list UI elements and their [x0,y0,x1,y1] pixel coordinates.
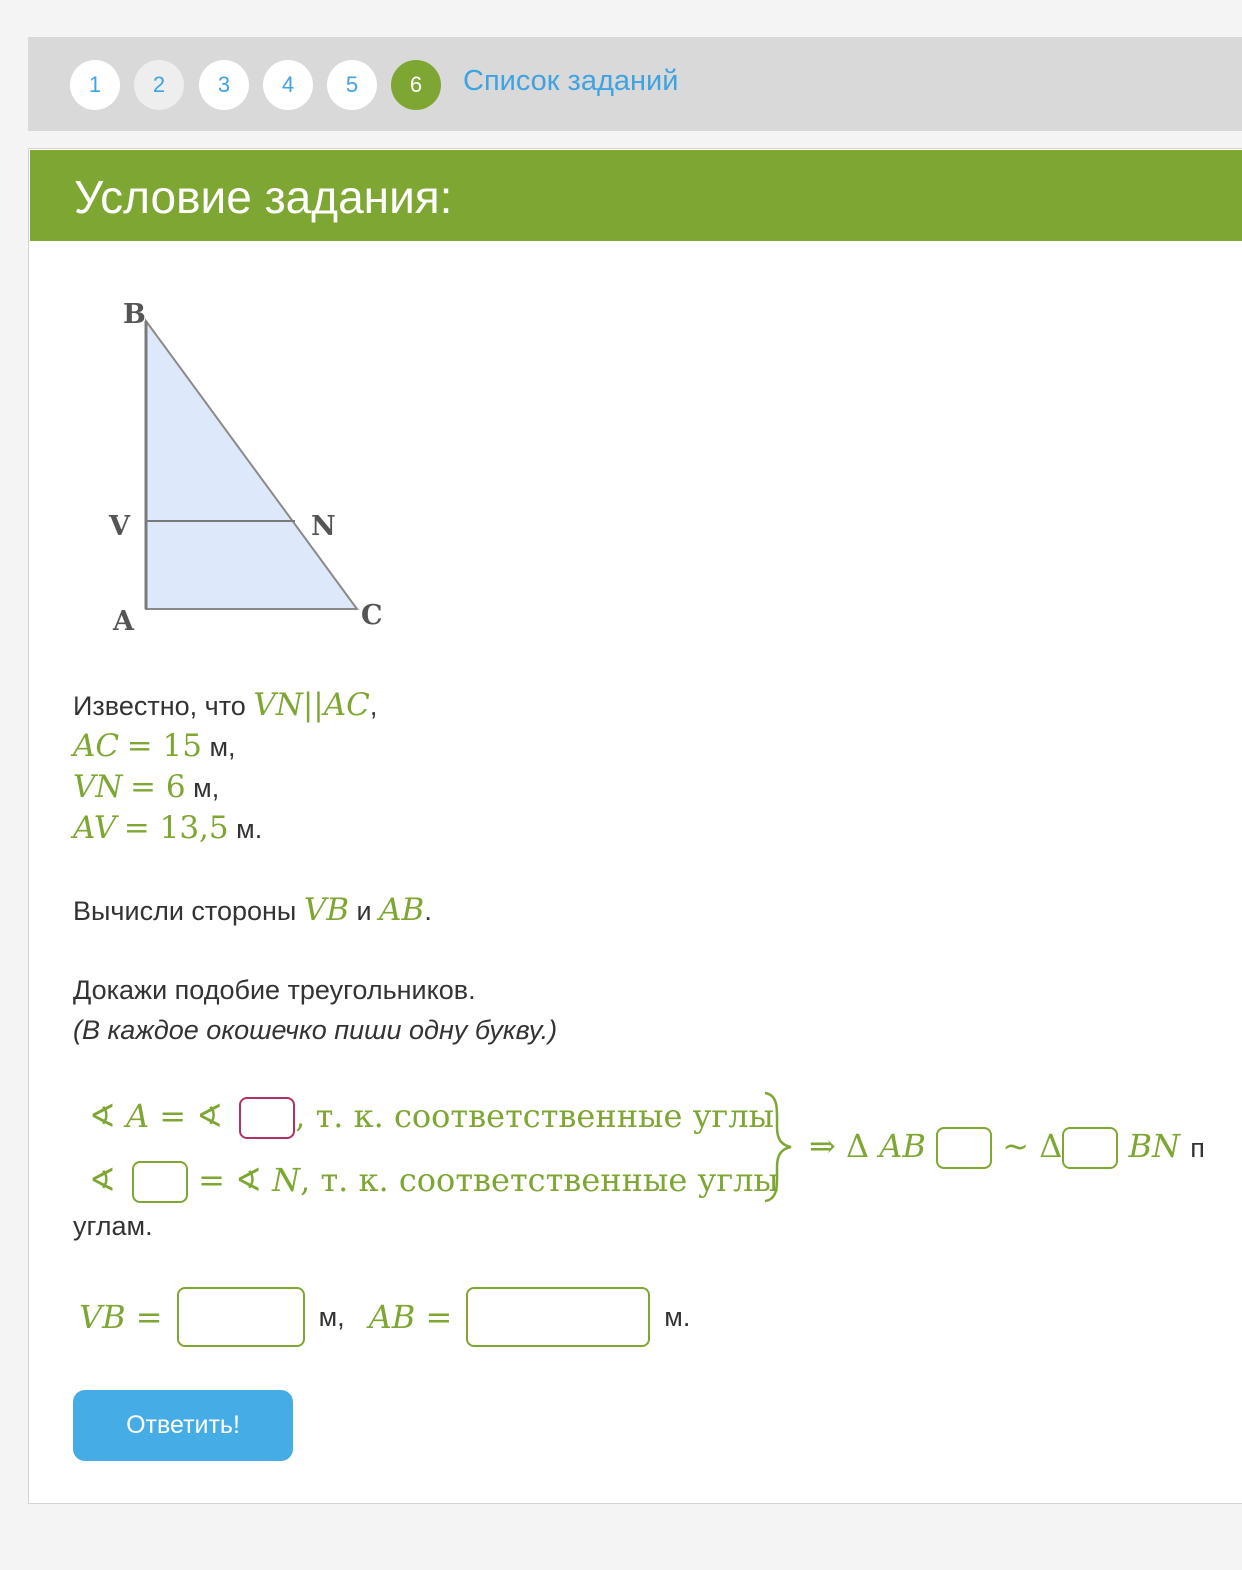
task-tab-4[interactable]: 4 [263,60,313,110]
task-tab-2[interactable]: 2 [134,60,184,110]
answer-row: VB = м, AB = м. [79,1287,690,1347]
given-vn: VN = 6 м, [73,769,220,805]
proof-line-2: ∢ = ∢ N, т. к. соответственные углы [89,1161,779,1203]
proof-line-1: ∢ A = ∢ , т. к. соответственные углы [89,1097,774,1139]
prove-hint: (В каждое окошечко пиши одну букву.) [73,1015,558,1045]
label-b: B [123,299,146,330]
proof-tail: углам. [73,1211,153,1241]
triangle-abc [146,321,357,609]
task-list-link[interactable]: Список заданий [463,65,679,97]
ab-input[interactable] [466,1287,650,1347]
vb-input[interactable] [177,1287,305,1347]
curly-brace [759,1091,799,1203]
angle-input-2[interactable] [132,1161,188,1203]
task-tab-5[interactable]: 5 [327,60,377,110]
angle-input-1[interactable] [239,1097,295,1139]
label-a: A [113,606,134,637]
given-parallel: Известно, что VN||AC, [73,687,378,723]
triangle-figure [99,299,429,639]
task-tab-6-active[interactable]: 6 [391,60,441,110]
label-n: N [311,511,336,542]
submit-answer-button[interactable]: Ответить! [73,1390,293,1461]
prove-instruction: Докажи подобие треугольников. [73,975,476,1005]
compute-instruction: Вычисли стороны VB и AB. [73,892,432,928]
given-av: AV = 13,5 м. [73,810,263,846]
task-tab-3[interactable]: 3 [199,60,249,110]
task-navigation [28,37,1242,131]
label-c: C [361,600,383,631]
similarity-statement: ⇒ Δ AB ~ Δ BN п [809,1127,1205,1169]
triangle1-input[interactable] [936,1127,992,1169]
given-ac: AC = 15 м, [73,728,236,764]
label-v: V [109,511,130,542]
panel-header [30,150,1242,241]
task-panel [28,148,1242,1504]
triangle2-input[interactable] [1062,1127,1118,1169]
task-tab-1[interactable]: 1 [70,60,120,110]
panel-title: Условие задания: [74,171,453,223]
